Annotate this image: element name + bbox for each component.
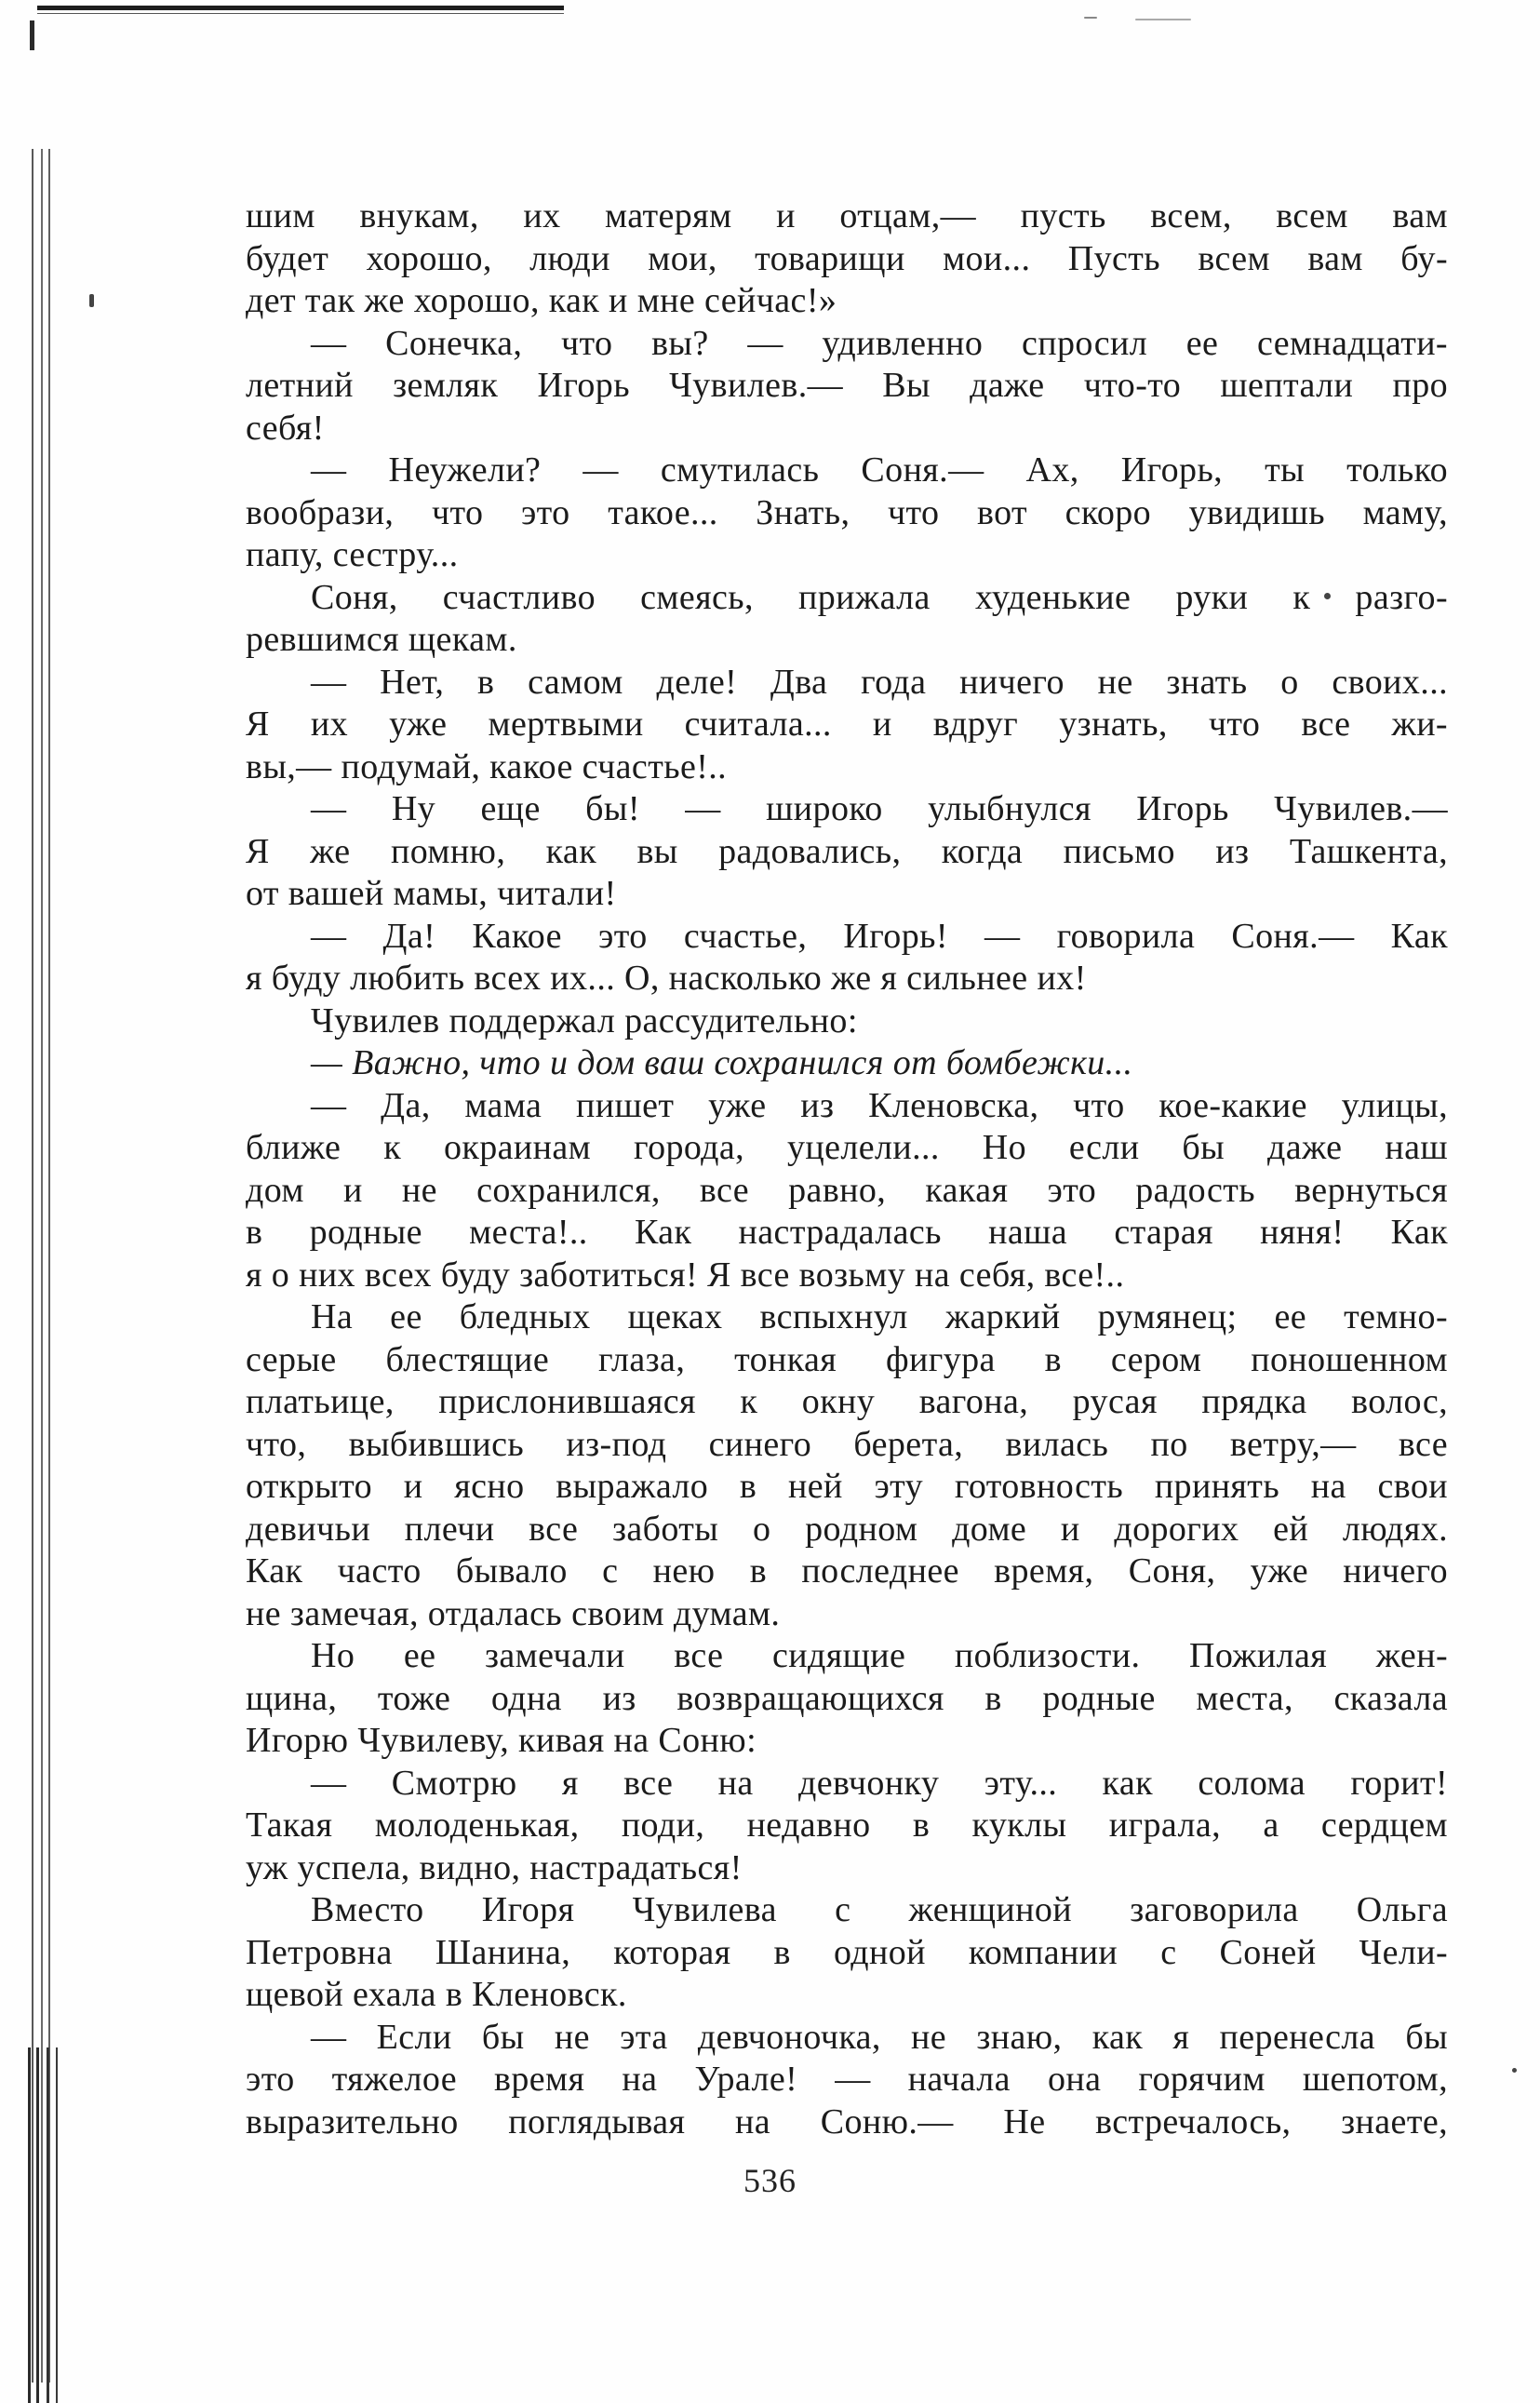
text-line: шим внукам, их матерям и отцам,— пусть всем, всем вам bbox=[246, 196, 1448, 235]
scan-speck bbox=[1084, 17, 1097, 19]
scan-speck bbox=[1135, 19, 1191, 20]
body-text bbox=[246, 195, 1448, 2143]
text-line: что, выбившись из-под синего берета, вилась по ветру,— все bbox=[246, 1424, 1448, 1464]
text-line: — Смотрю я все на девчонку эту... как солома горит! bbox=[311, 1763, 1448, 1803]
text-line: — Неужели? — смутилась Соня.— Ах, Игорь, ты только bbox=[311, 450, 1448, 490]
scan-spine-edge-lower bbox=[28, 2047, 65, 2403]
scan-speck bbox=[1512, 2068, 1517, 2073]
text-line: — Нет, в самом деле! Два года ничего не знать о своих... bbox=[311, 662, 1448, 702]
text-line: На ее бледных щеках вспыхнул жаркий румянец; ее темно- bbox=[311, 1297, 1448, 1336]
text-line: серые блестящие глаза, тонкая фигура в сером поношенном bbox=[246, 1339, 1448, 1379]
text-line: открыто и ясно выражало в ней эту готовность принять на свои bbox=[246, 1467, 1448, 1506]
text-line: себя! bbox=[246, 408, 325, 448]
page-number: 536 bbox=[743, 2162, 797, 2199]
text-line: Такая молоденькая, поди, недавно в куклы играла, а сердцем bbox=[246, 1806, 1448, 1845]
text-line: щевой ехала в Кленовск. bbox=[246, 1975, 627, 2014]
text-line: дом и не сохранился, все равно, какая это радость вернуться bbox=[246, 1170, 1448, 1210]
text-line: щина, тоже одна из возвращающихся в родные места, сказала bbox=[246, 1678, 1448, 1718]
text-line: — Да, мама пишет уже из Кленовска, что кое-какие улицы, bbox=[311, 1085, 1448, 1125]
text-line: — Сонечка, что вы? — удивленно спросил ее семнадцати- bbox=[311, 323, 1448, 363]
scan-corner-mark bbox=[30, 20, 34, 50]
text-line: Вместо Игоря Чувилева с женщиной заговорила Ольга bbox=[311, 1890, 1448, 1929]
text-line: в родные места!.. Как настрадалась наша старая няня! Как bbox=[246, 1213, 1448, 1252]
text-line: Петровна Шанина, которая в одной компании с Соней Чели- bbox=[246, 1932, 1448, 1972]
text-line: ближе к окраинам города, уцелели... Но если бы даже наш bbox=[246, 1128, 1448, 1167]
text-line: вообрази, что это такое... Знать, что вот скоро увидишь маму, bbox=[246, 492, 1448, 532]
text-line: — Если бы не эта девчоночка, не знаю, как я перенесла бы bbox=[311, 2017, 1448, 2057]
text-line: не замечая, отдалась своим думам. bbox=[246, 1593, 781, 1633]
text-line: уж успела, видно, настрадаться! bbox=[246, 1847, 743, 1887]
text-line: Я же помню, как вы радовались, когда письмо из Ташкента, bbox=[246, 831, 1448, 871]
text-line: выразительно поглядывая на Соню.— Не встречалось, знаете, bbox=[246, 2101, 1448, 2141]
text-line: — Да! Какое это счастье, Игорь! — говорила Соня.— Как bbox=[311, 916, 1448, 956]
text-line: будет хорошо, люди мои, товарищи мои... Пусть всем вам бу- bbox=[246, 238, 1448, 278]
text-line: Игорю Чувилеву, кивая на Соню: bbox=[246, 1721, 757, 1760]
text-line: платьице, прислонившаяся к окну вагона, русая прядка волос, bbox=[246, 1382, 1448, 1421]
scan-top-rule bbox=[37, 6, 564, 10]
text-line: Я их уже мертвыми считала... и вдруг узнать, что все жи- bbox=[246, 705, 1448, 744]
text-line: Чувилев поддержал рассудительно: bbox=[311, 1000, 858, 1040]
text-line: папу, сестру... bbox=[246, 535, 459, 574]
text-line: летний земляк Игорь Чувилев.— Вы даже что-то шептали про bbox=[246, 366, 1448, 405]
text-line: — Ну еще бы! — широко улыбнулся Игорь Чувилев.— bbox=[311, 789, 1448, 828]
text-line: вы,— подумай, какое счастье!.. bbox=[246, 746, 728, 786]
scan-speck bbox=[89, 294, 94, 307]
text-line: дет так же хорошо, как и мне сейчас!» bbox=[246, 281, 837, 320]
text-line: я буду любить всех их... О, насколько же я сильнее их! bbox=[246, 959, 1087, 998]
text-line: девичьи плечи все заботы о родном доме и дорогих ей людях. bbox=[246, 1509, 1448, 1549]
scan-top-rule-thin bbox=[37, 13, 564, 14]
text-line: Как часто бывало с нею в последнее время, Соня, уже ничего bbox=[246, 1551, 1448, 1591]
text-line: я о них всех буду заботиться! Я все возьму на себя, все!.. bbox=[246, 1255, 1125, 1295]
text-line: от вашей мамы, читали! bbox=[246, 874, 617, 913]
text-line: Но ее замечали все сидящие поблизости. Пожилая жен- bbox=[311, 1636, 1448, 1675]
text-line: Соня, счастливо смеясь, прижала худенькие руки к разго- bbox=[311, 577, 1448, 617]
text-line: это тяжелое время на Урале! — начала она горячим шепотом, bbox=[246, 2060, 1448, 2099]
text-line: — Важно, что и дом ваш сохранился от бомбежки... bbox=[311, 1043, 1133, 1082]
text-line: ревшимся щекам. bbox=[246, 620, 517, 659]
